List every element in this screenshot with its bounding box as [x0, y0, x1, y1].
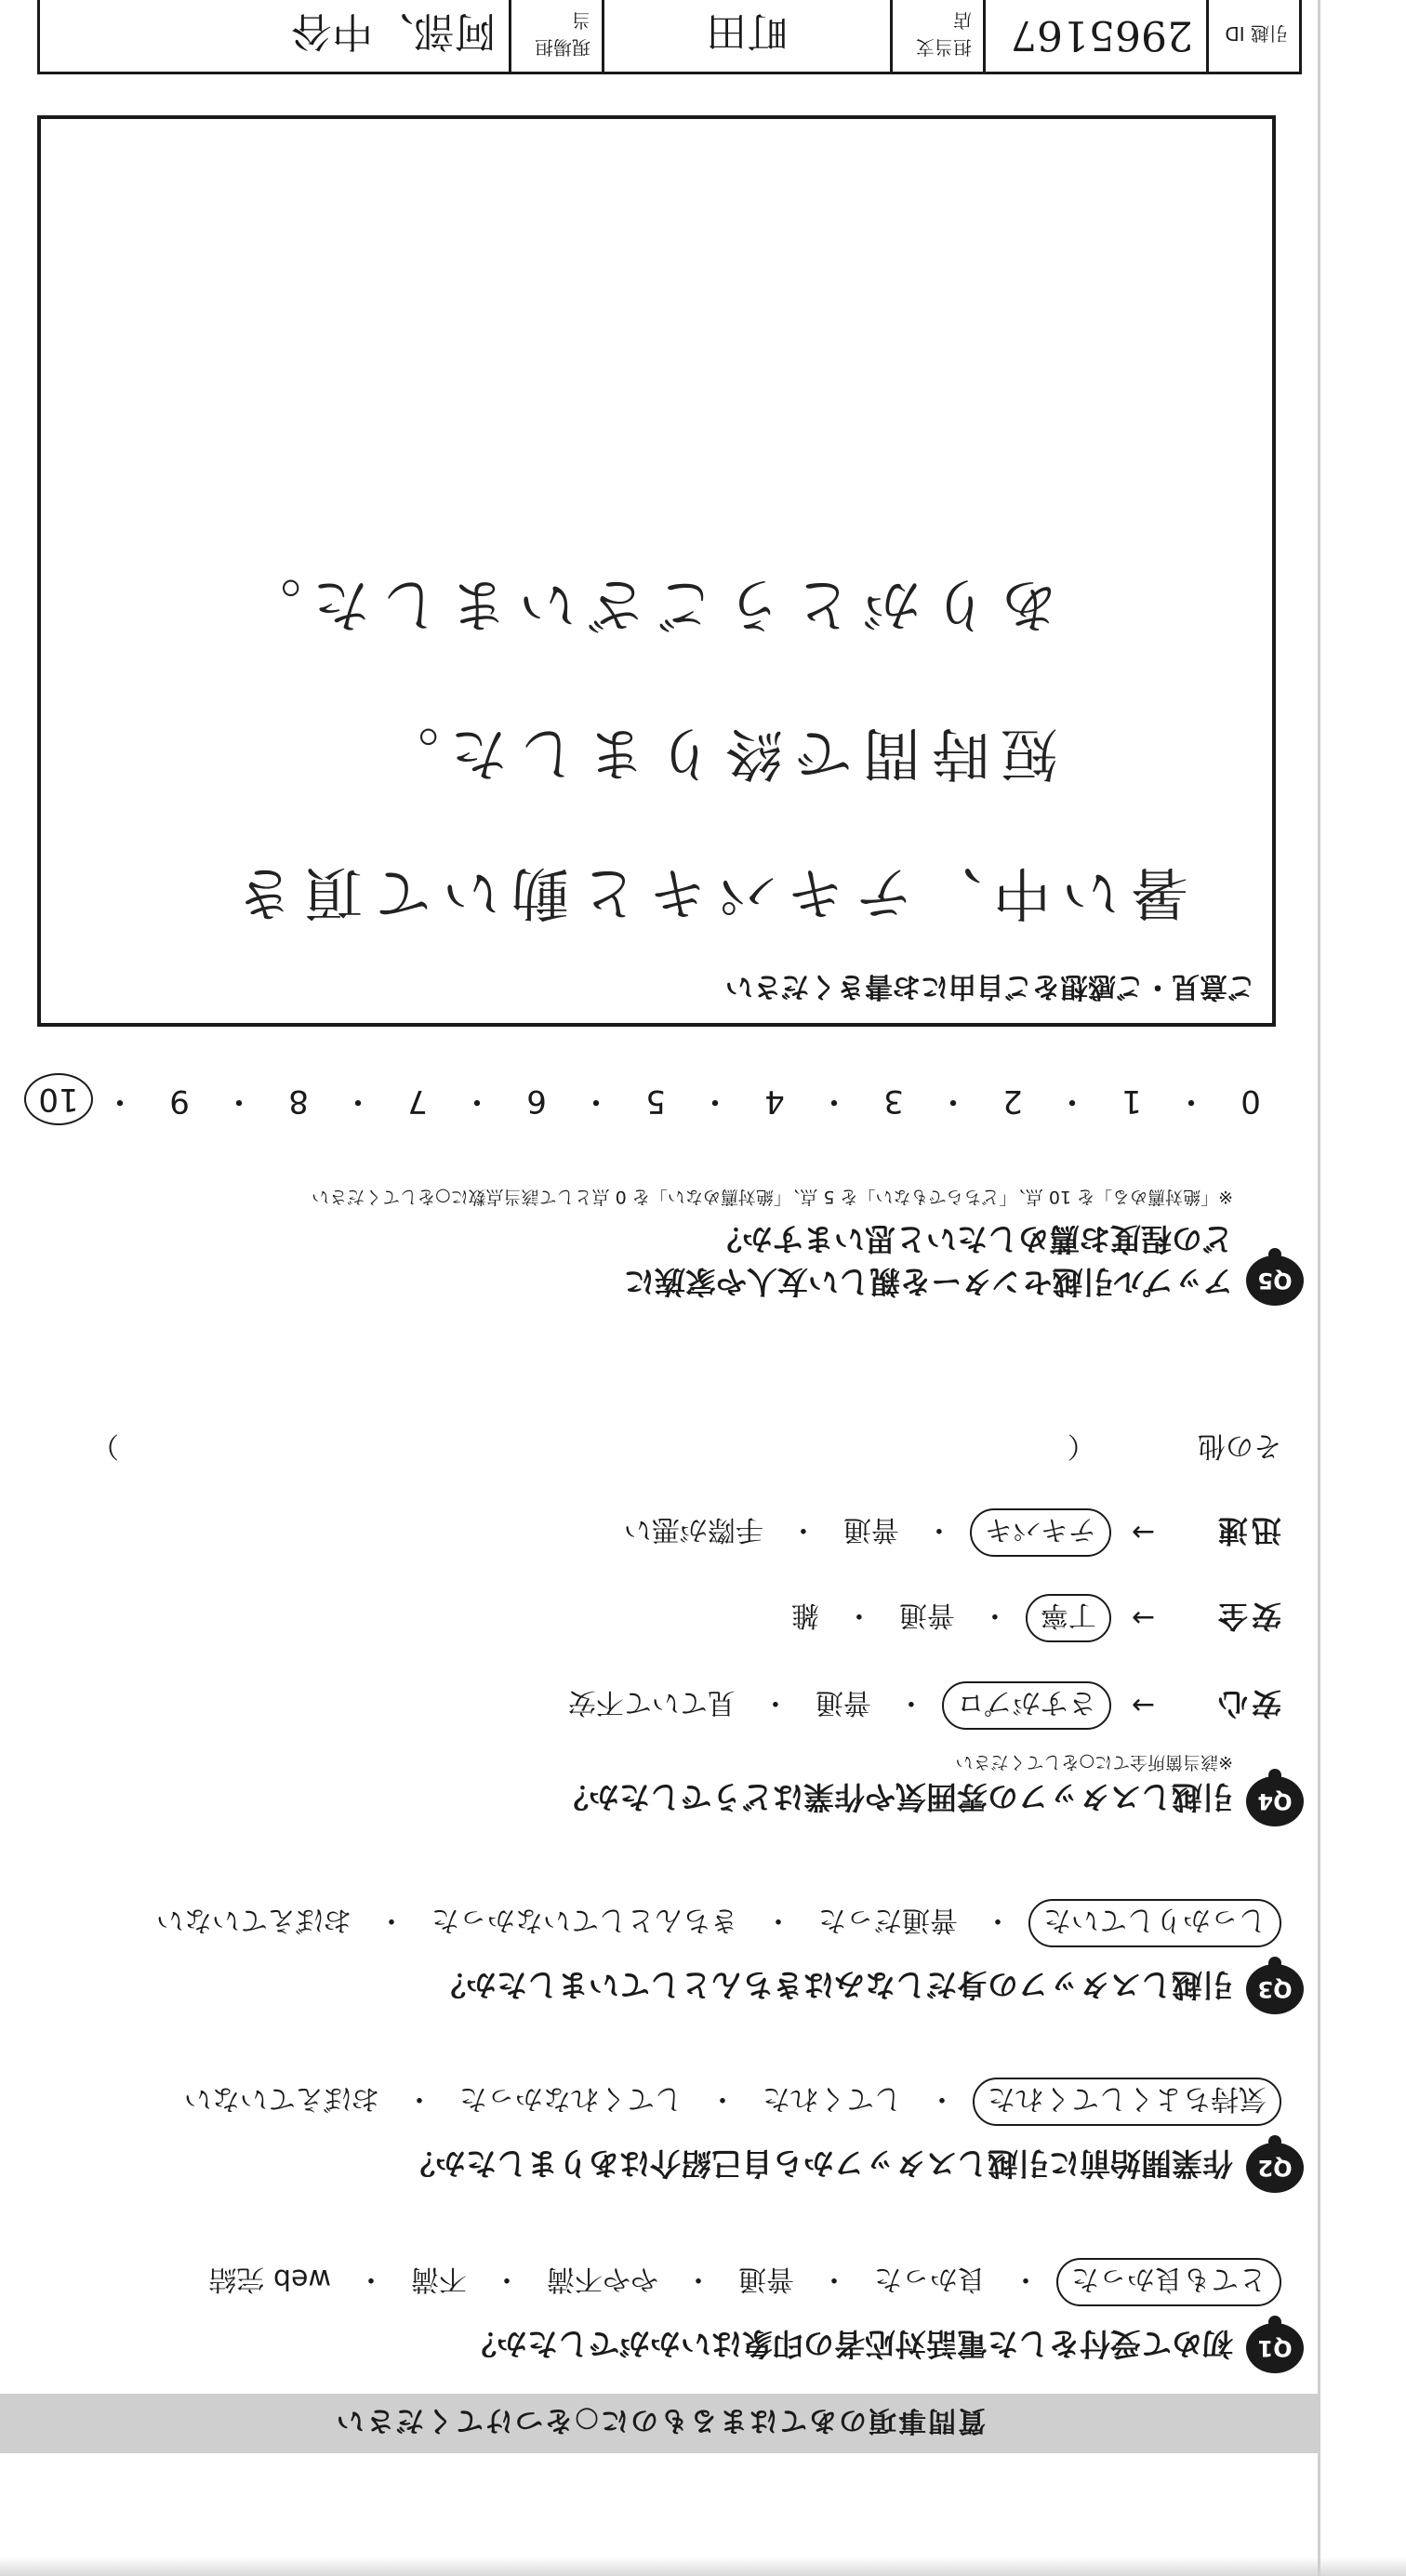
q4-relief-option-pro[interactable]: さすがプロ: [942, 1681, 1111, 1730]
q4-row-other: [73, 1428, 1281, 1469]
q5-score-0[interactable]: 0: [1240, 1082, 1261, 1120]
q3-option-dont-remember[interactable]: おぼえていない: [156, 1904, 352, 1936]
q4-speed-option-clumsy[interactable]: 手際が悪い: [623, 1513, 763, 1546]
q1-option-somewhat-unsatisfied[interactable]: やや不満: [547, 2263, 658, 2295]
comment-title: ご意見・ご感想をご自由にお書きください: [725, 970, 1255, 1003]
q4-relief-option-normal[interactable]: 普通: [815, 1686, 871, 1719]
scale-separator: ・: [580, 1082, 612, 1120]
q4-note: ※該当箇所全てに○をしてください: [955, 1752, 1233, 1773]
q5-score-8[interactable]: 8: [288, 1082, 309, 1120]
q4-badge-icon: Q4: [1246, 1776, 1304, 1826]
leader-label: 現場担当: [535, 9, 590, 59]
q3-option-not-neat[interactable]: きちんとしていなかった: [431, 1904, 738, 1936]
q1-option-good[interactable]: 良かった: [874, 2263, 986, 2295]
q5-score-3[interactable]: 3: [883, 1082, 904, 1120]
scale-separator: ・: [104, 1082, 136, 1120]
q4-question: 引越しスタッフの雰囲気や作業はどうでしたか？: [558, 1779, 1233, 1815]
q1-badge-icon: Q1: [1246, 2323, 1304, 2373]
arrow-right-icon: →: [1131, 1516, 1155, 1549]
scale-separator: ・: [223, 1082, 255, 1120]
q5-score-10[interactable]: 10: [24, 1073, 93, 1125]
q5-question-line1: アップル引越センターを親しい友人や家族に: [623, 1264, 1233, 1300]
comment-box: [37, 115, 1276, 1027]
scan-edge-line: [1318, 0, 1320, 2576]
scale-separator: ・: [461, 1082, 493, 1120]
q4-speed-option-efficient[interactable]: テキパキ: [970, 1508, 1111, 1557]
scale-separator: ・: [1175, 1082, 1207, 1120]
q4-safety-option-rough[interactable]: 雑: [790, 1599, 819, 1631]
q1-question: 初めて受付をした電話対応者の印象はいかがでしたか？: [466, 2326, 1233, 2362]
comment-line: 短時間で終りました。: [369, 720, 1058, 788]
leader-label-cell: [509, 0, 602, 72]
q4-other-close-paren: ）: [91, 1429, 119, 1462]
q2-option-pleasantly[interactable]: 気持ちよくしてくれた: [973, 2078, 1281, 2126]
scale-separator: ・: [342, 1082, 374, 1120]
q2-badge-icon: Q2: [1246, 2143, 1304, 2193]
q3-option-neat[interactable]: しっかりしていた: [1028, 1899, 1281, 1947]
comment-line: ありがとうございました。: [232, 571, 1058, 639]
instruction-banner: 質問事項のあてはまるものに○をつけてください: [0, 2394, 1320, 2453]
arrow-right-icon: →: [1131, 1689, 1155, 1722]
q1-option-normal[interactable]: 普通: [738, 2263, 794, 2295]
q1-option-very-good[interactable]: とても良かった: [1056, 2258, 1281, 2306]
q4-row-label: 迅速: [1214, 1513, 1281, 1548]
q4-row-label: 安全: [1214, 1599, 1281, 1634]
branch-label-cell: [890, 0, 983, 72]
q3-badge-icon: Q3: [1246, 1964, 1304, 2014]
q1-option-web[interactable]: web 完結: [208, 2263, 331, 2295]
q4-relief-option-uneasy[interactable]: 見ていて不安: [567, 1686, 736, 1719]
info-table: [37, 0, 1302, 74]
scan-edge-shade: [0, 2557, 1406, 2576]
q5-badge-icon: Q5: [1246, 1255, 1304, 1306]
arrow-right-icon: →: [1131, 1601, 1155, 1635]
branch-label: 担当支店: [916, 9, 972, 59]
scale-separator: ・: [1056, 1082, 1088, 1120]
q5-score-1[interactable]: 1: [1121, 1082, 1142, 1120]
leader-value-cell: [40, 0, 509, 72]
move-id-value: 2965167: [1011, 11, 1193, 60]
scale-separator: ・: [937, 1082, 969, 1120]
q4-other-label: その他: [1198, 1429, 1281, 1462]
move-id-label: 引越 ID: [1225, 22, 1288, 46]
q5-score-5[interactable]: 5: [645, 1082, 666, 1120]
q3-option-normal[interactable]: 普通だった: [818, 1904, 958, 1936]
q2-question: 作業開始前に引越しスタッフから自己紹介はありましたか？: [405, 2145, 1233, 2182]
scale-separator: ・: [699, 1082, 731, 1120]
scale-separator: ・: [818, 1082, 850, 1120]
q5-score-6[interactable]: 6: [526, 1082, 547, 1120]
q1-options: とても良かった ・ 良かった ・ 普通 ・ やや不満 ・ 不満 ・ web 完結: [199, 2258, 1281, 2306]
branch-value-cell: [602, 0, 890, 72]
q5-note: ※「絶対薦める」を 10 点、「どちらでもない」を 5 点、「絶対薦めない」を 0 点として該当点数に○をしてください: [312, 1187, 1233, 1207]
q4-safety-option-careful[interactable]: 丁寧: [1026, 1594, 1111, 1642]
q4-row-relief: 安心 → さすがプロ ・ 普通 ・ 見ていて不安: [559, 1681, 1281, 1730]
move-id-value-cell: [983, 0, 1206, 72]
move-id-label-cell: [1206, 0, 1299, 72]
leader-value: 阿部、中谷: [291, 7, 496, 55]
q5-score-2[interactable]: 2: [1002, 1082, 1023, 1120]
q4-row-label: 安心: [1214, 1686, 1281, 1721]
q4-row-safety: 安全 → 丁寧 ・ 普通 ・ 雑: [782, 1594, 1281, 1642]
branch-value: 町田: [706, 7, 789, 55]
q1-option-unsatisfied[interactable]: 不満: [411, 2263, 467, 2295]
q2-option-did-not[interactable]: してくれなかった: [459, 2082, 683, 2115]
q5-score-9[interactable]: 9: [169, 1082, 190, 1120]
q4-speed-option-normal[interactable]: 普通: [842, 1513, 899, 1546]
q4-safety-option-normal[interactable]: 普通: [898, 1599, 955, 1631]
q5-score-4[interactable]: 4: [764, 1082, 785, 1120]
q5-question-line2: どの程度お薦めしたいと思いますか？: [711, 1221, 1233, 1257]
q3-question: 引越しスタッフの身だしなみはきちんとしていましたか？: [435, 1967, 1233, 2003]
comment-line: 暑い中、テキパキと動いて頂き: [224, 859, 1188, 927]
q2-option-did[interactable]: してくれた: [763, 2082, 902, 2115]
q4-row-speed: 迅速 → テキパキ ・ 普通 ・ 手際が悪い: [615, 1508, 1281, 1557]
q2-options: 気持ちよくしてくれた ・ してくれた ・ してくれなかった ・ おぼえていない: [175, 2078, 1281, 2126]
q2-option-dont-remember[interactable]: おぼえていない: [184, 2082, 379, 2115]
q5-score-7[interactable]: 7: [407, 1082, 428, 1120]
q3-options: しっかりしていた ・ 普通だった ・ きちんとしていなかった ・ おぼえていない: [147, 1899, 1281, 1947]
q4-other-open-paren: （: [1068, 1429, 1095, 1462]
